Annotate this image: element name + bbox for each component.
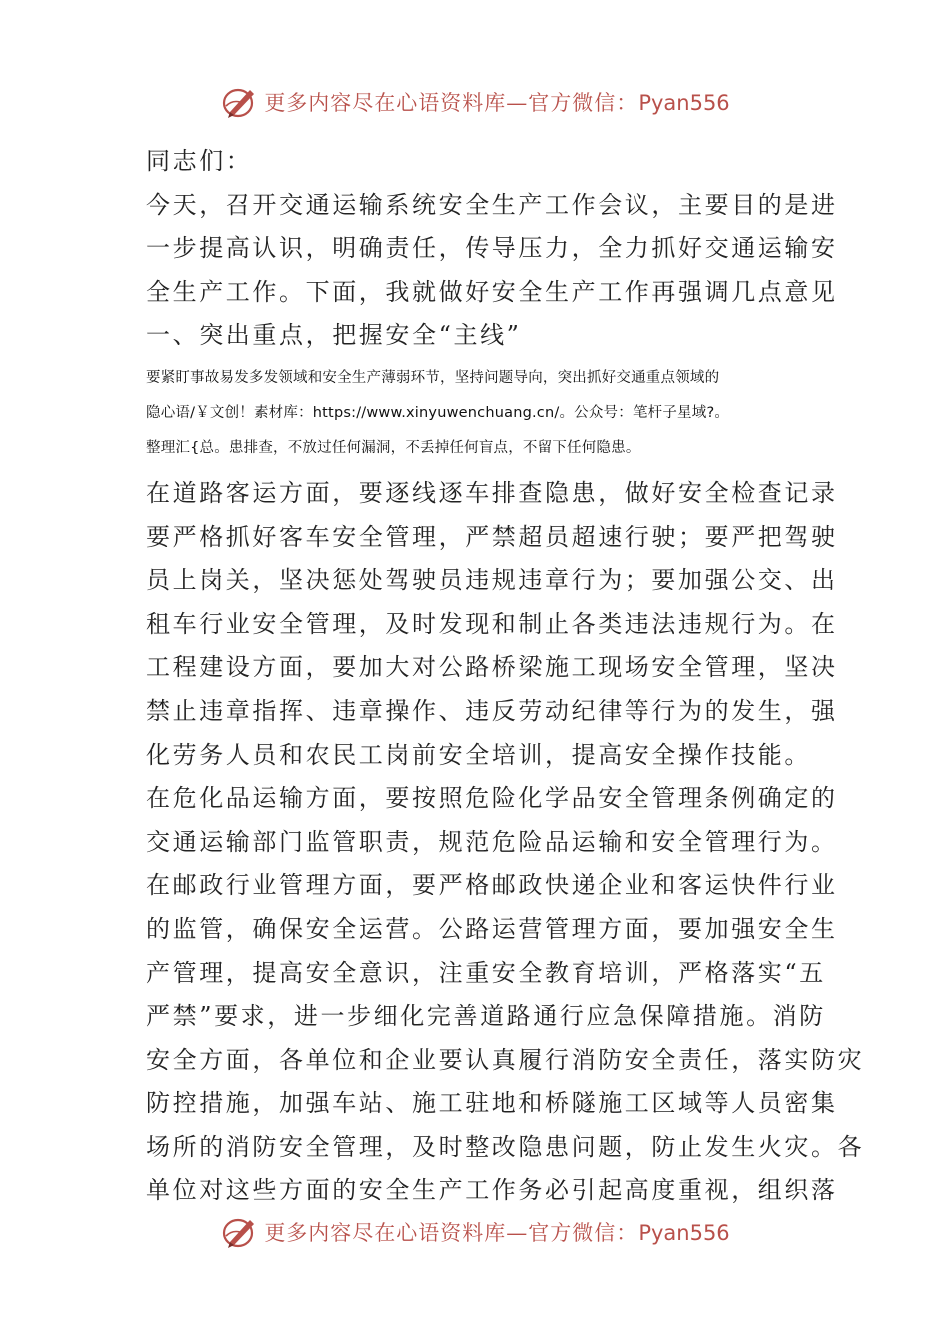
paragraph-line: 交通运输部门监管职责，规范危险品运输和安全管理行为。 [146, 827, 838, 856]
watermark-label: 更多内容尽在心语资料库—官方微信： [264, 1221, 639, 1245]
watermark-text [264, 87, 729, 117]
paragraph-line: 要严格抓好客车安全管理，严禁超员超速行驶；要严把驾驶 [146, 522, 838, 551]
section-heading: 一、突出重点，把握安全“主线” [146, 321, 522, 350]
paragraph-line: 禁止违章指挥、违章操作、违反劳动纪律等行为的发生，强 [146, 696, 838, 725]
watermark-header [0, 80, 950, 124]
paragraph-line: 在邮政行业管理方面，要严格邮政快递企业和客运快件行业 [146, 871, 838, 900]
inserted-notice [146, 358, 810, 472]
watermark-footer [0, 1210, 950, 1254]
notice-line: 要紧盯事故易发多发领域和安全生产薄弱环节，坚持问题导向，突出抓好交通重点领域的 [146, 369, 720, 386]
paragraph-line: 租车行业安全管理，及时发现和制止各类违法违规行为。在 [146, 609, 838, 638]
paragraph-line: 全生产工作。下面，我就做好安全生产工作再强调几点意见 [146, 277, 838, 306]
paragraph-line: 产管理，提高安全意识，注重安全教育培训，严格落实“五 [146, 958, 826, 987]
paragraph-line: 今天，召开交通运输系统安全生产工作会议，主要目的是进 [146, 190, 838, 219]
paragraph-line: 单位对这些方面的安全生产工作务必引起高度重视，组织落 [146, 1176, 838, 1205]
pen-logo-icon [220, 82, 260, 122]
watermark-text [264, 1217, 729, 1247]
paragraph-line: 工程建设方面，要加大对公路桥梁施工现场安全管理，坚决 [146, 653, 838, 682]
paragraph-line: 严禁”要求，进一步细化完善道路通行应急保障措施。消防 [146, 1002, 826, 1031]
paragraph-line: 化劳务人员和农民工岗前安全培训，提高安全操作技能。 [146, 740, 811, 769]
notice-line: 隐心语/￥文创！素材库：https://www.xinyuwenchuang.cn/。公众号：笔杆子星域?。 [146, 404, 730, 421]
paragraph-line: 的监管，确保安全运营。公路运营管理方面，要加强安全生 [146, 914, 838, 943]
paragraph-line: 安全方面，各单位和企业要认真履行消防安全责任，落实防灾 [146, 1045, 865, 1074]
document-body [146, 140, 865, 1213]
paragraph-line: 在危化品运输方面，要按照危险化学品安全管理条例确定的 [146, 784, 838, 813]
watermark-label: 更多内容尽在心语资料库—官方微信： [264, 91, 639, 115]
watermark-handle: Pyan556 [638, 1221, 730, 1245]
paragraph-line: 一步提高认识，明确责任，传导压力，全力抓好交通运输安 [146, 234, 838, 263]
paragraph-line: 场所的消防安全管理，及时整改隐患问题，防止发生火灾。各 [146, 1132, 865, 1161]
greeting: 同志们： [146, 147, 253, 175]
paragraph-line: 防控措施，加强车站、施工驻地和桥隧施工区域等人员密集 [146, 1089, 838, 1118]
paragraph-line: 员上岗关，坚决惩处驾驶员违规违章行为；要加强公交、出 [146, 566, 838, 595]
watermark-handle: Pyan556 [638, 91, 730, 115]
pen-logo-icon [220, 1212, 260, 1252]
notice-line: 整理汇{总。患排查，不放过任何漏洞，不丢掉任何盲点，不留下任何隐患。 [146, 439, 641, 456]
paragraph-line: 在道路客运方面，要逐线逐车排查隐患，做好安全检查记录 [146, 478, 838, 507]
